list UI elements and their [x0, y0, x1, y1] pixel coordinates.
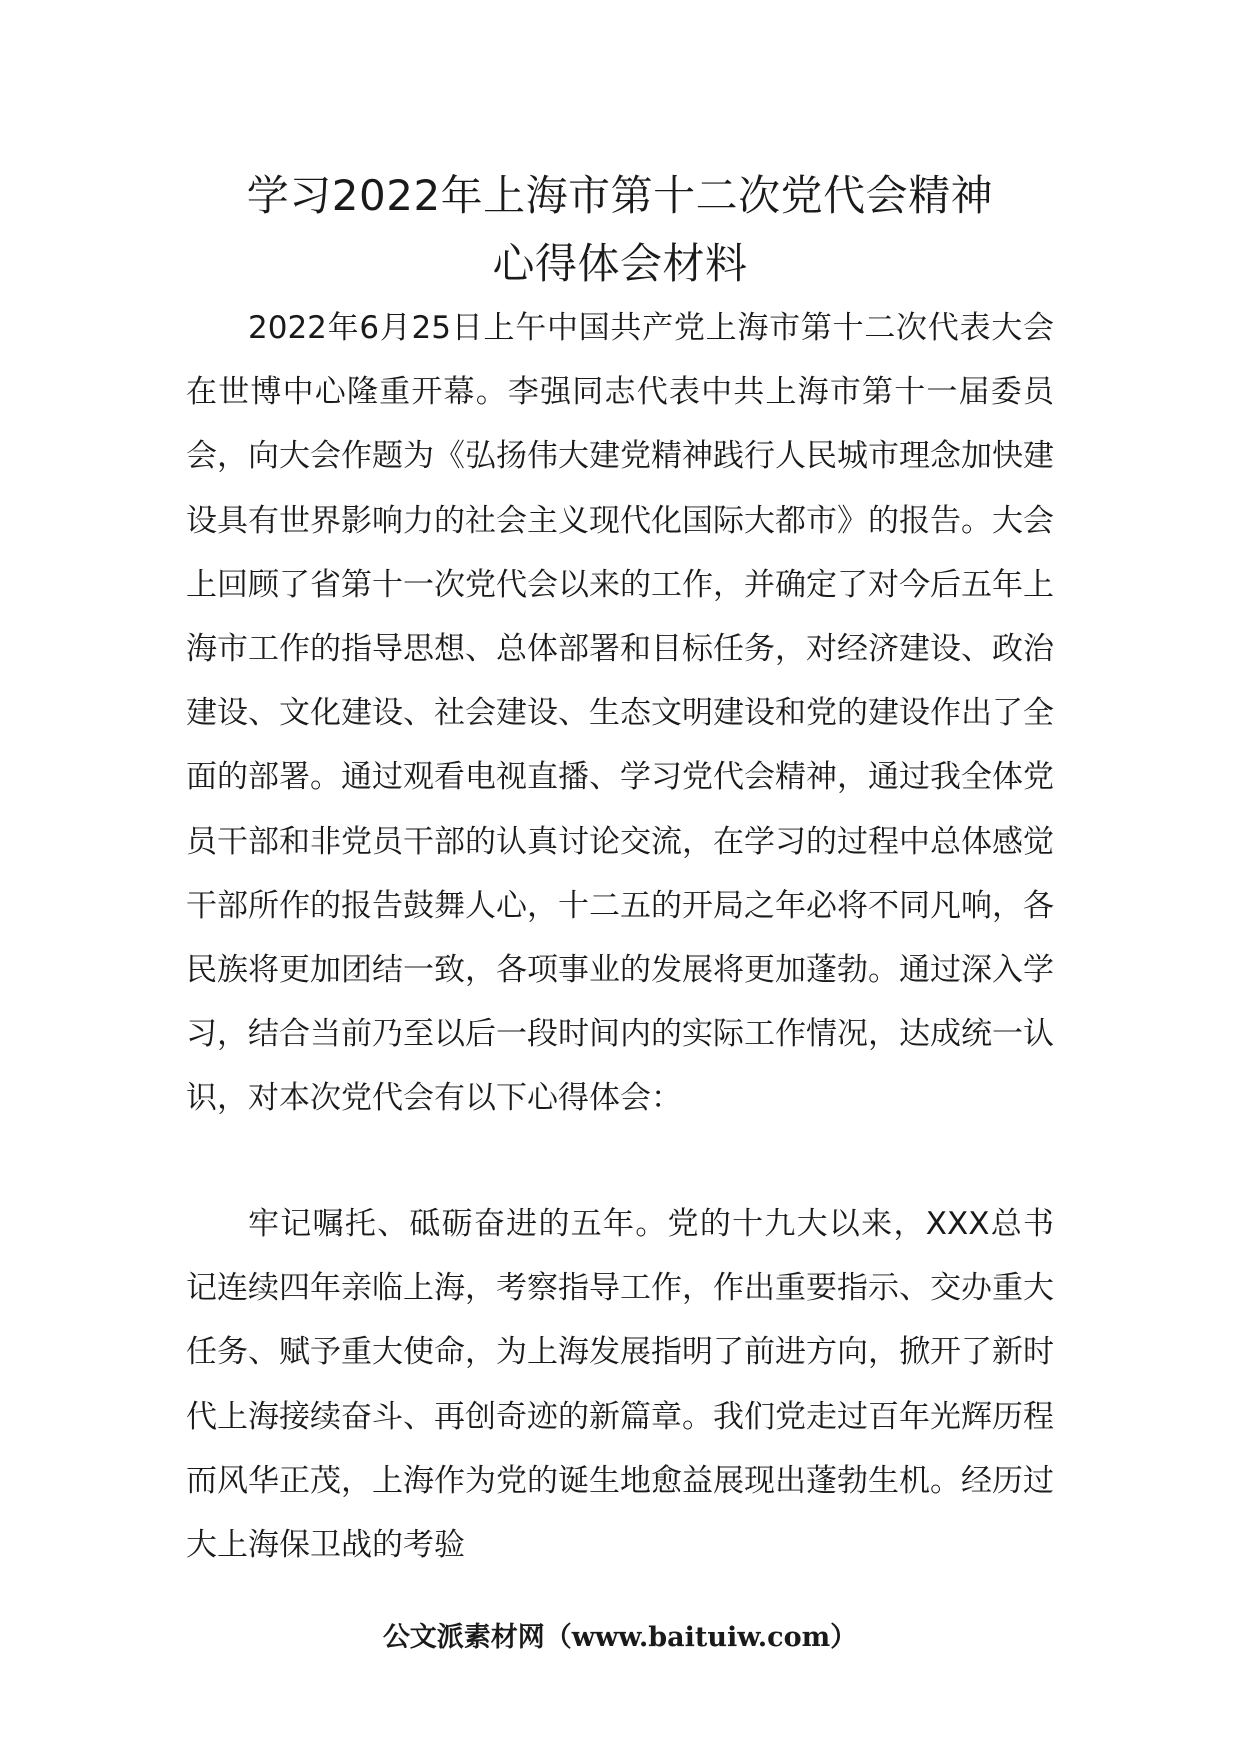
document-title-line-1: 学习2022年上海市第十二次党代会精神: [246, 171, 994, 220]
body-paragraph-2: 牢记嘱托、砥砺奋进的五年。党的十九大以来，XXX总书记连续四年亲临上海，考察指导工作，作出重要指示、交办重大任务、赋予重大使命，为上海发展指明了前进方向，掀开了新时代上海接续奋斗、再创奇迹的新篇章。我们党走过百年光辉历程而风华正茂，上海作为党的诞生地愈益展现出蓬勃生机。经历过大上海保卫战的考验: [186, 1206, 1054, 1564]
footer-watermark: 公文派素材网（www.baituiw.com）: [382, 1622, 858, 1653]
body-paragraph-1: 2022年6月25日上午中国共产党上海市第十二次代表大会在世博中心隆重开幕。李强同志代表中共上海市第十一届委员会，向大会作题为《弘扬伟大建党精神践行人民城市理念加快建设具有世界影响力的社会主义现代化国际大都市》的报告。大会上回顾了省第十一次党代会以来的工作，并确定了对今后五年上海市工作的指导思想、总体部署和目标任务，对经济建设、政治建设、文化建设、社会建设、生态文明建设和党的建设作出了全面的部署。通过观看电视直播、学习党代会精神，通过我全体党员干部和非党员干部的认真讨论交流，在学习的过程中总体感觉干部所作的报告鼓舞人心，十二五的开局之年必将不同凡响，各民族将更加团结一致，各项事业的发展将更加蓬勃。通过深入学习，结合当前乃至以后一段时间内的实际工作情况，达成统一认识，对本次党代会有以下心得体会：: [186, 310, 1054, 1117]
document-title-line-2: 心得体会材料: [492, 239, 748, 288]
